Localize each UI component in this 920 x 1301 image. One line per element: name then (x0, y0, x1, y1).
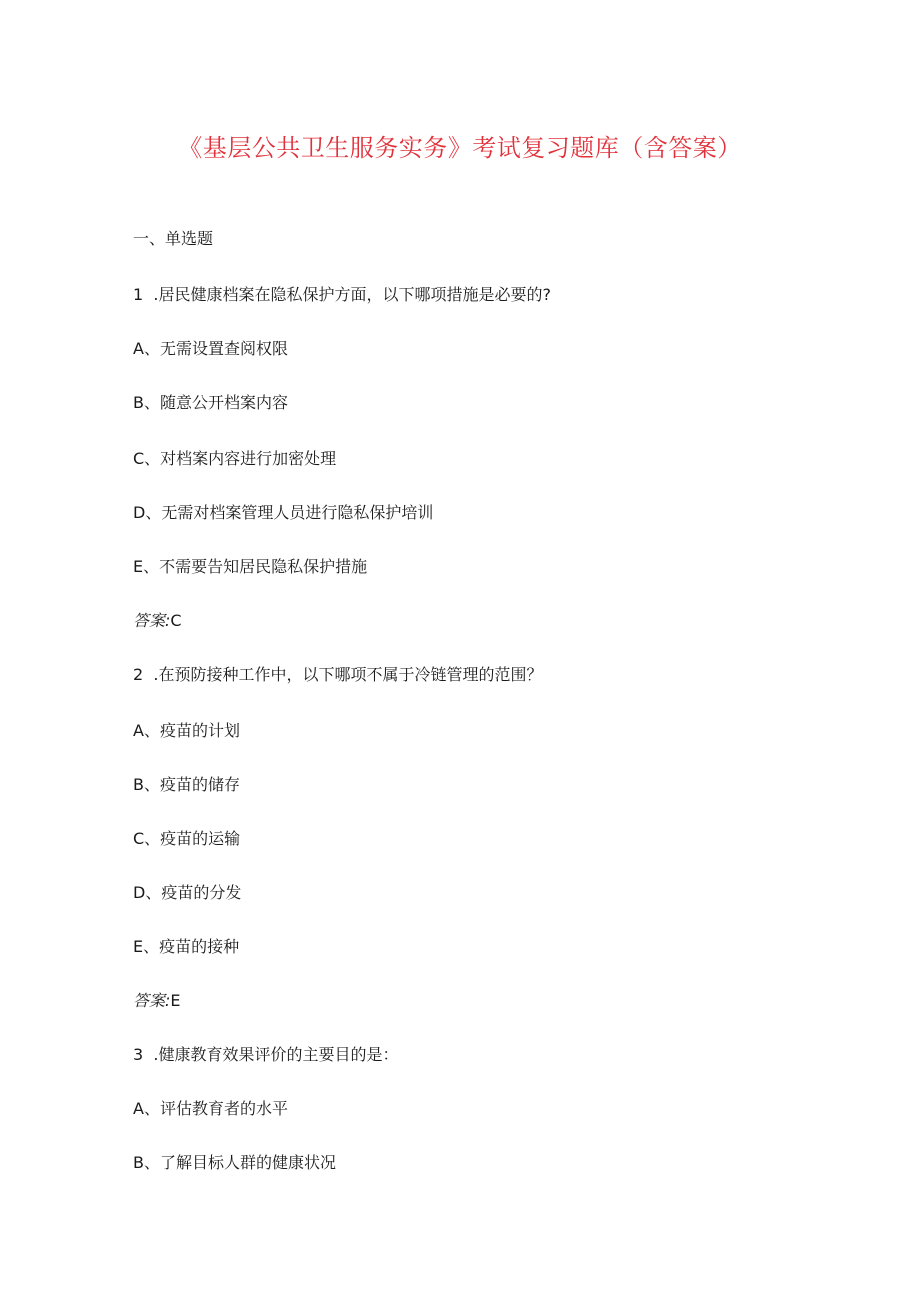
option-a: A、评估教育者的水平 (133, 1099, 288, 1118)
question-stem: 2 .在预防接种工作中，以下哪项不属于冷链管理的范围？ (133, 665, 543, 684)
document-title: 《基层公共卫生服务实务》考试复习题库（含答案） (178, 134, 742, 162)
option-e: E、不需要告知居民隐私保护措施 (133, 557, 368, 576)
section-heading: 一、单选题 (133, 229, 214, 248)
option-c: C、疫苗的运输 (133, 829, 241, 848)
option-e: E、疫苗的接种 (133, 937, 240, 956)
option-b: B、疫苗的储存 (133, 775, 240, 794)
answer-value: C (170, 611, 182, 630)
option-c: C、对档案内容进行加密处理 (133, 449, 337, 468)
answer-label: 答案: (133, 611, 171, 630)
answer-line (133, 991, 181, 1011)
option-a: A、疫苗的计划 (133, 721, 240, 740)
option-a: A、无需设置查阅权限 (133, 339, 288, 358)
option-b: B、随意公开档案内容 (133, 393, 288, 412)
answer-line (133, 611, 182, 631)
answer-value: E (170, 991, 181, 1010)
option-d: D、疫苗的分发 (133, 883, 242, 902)
question-stem: 3 .健康教育效果评价的主要目的是： (133, 1045, 399, 1064)
option-b: B、了解目标人群的健康状况 (133, 1153, 336, 1172)
question-stem: 1 .居民健康档案在隐私保护方面，以下哪项措施是必要的? (133, 285, 551, 304)
option-d: D、无需对档案管理人员进行隐私保护培训 (133, 503, 434, 522)
answer-label: 答案: (133, 991, 171, 1010)
